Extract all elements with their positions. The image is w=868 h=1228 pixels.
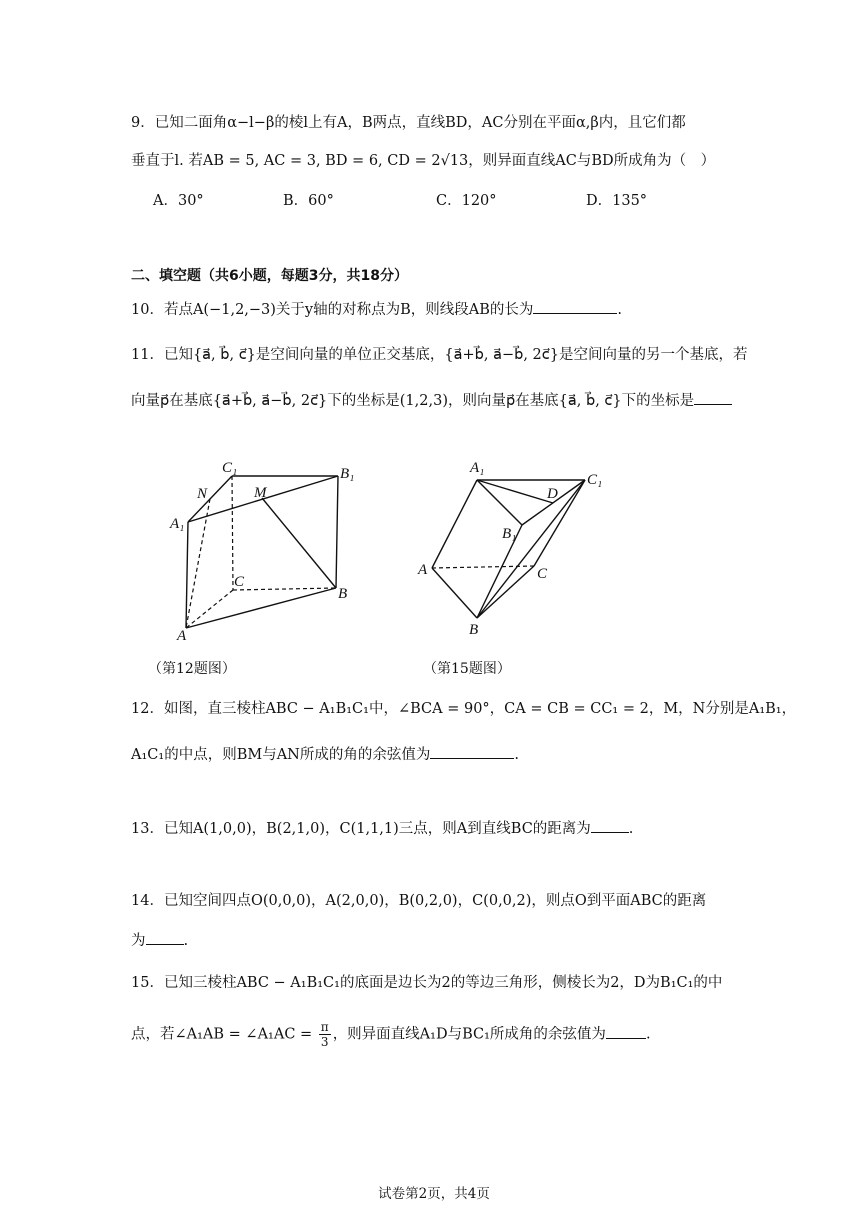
q12-line2 — [131, 744, 730, 766]
q14-answer-blank[interactable] — [146, 930, 184, 945]
edge-bc — [477, 566, 534, 618]
q15-answer-blank[interactable] — [606, 1024, 646, 1039]
edge-cc1-hidden — [232, 476, 233, 590]
q9-option-d: D．135° — [586, 193, 648, 209]
q13-line — [131, 818, 730, 840]
q12-line2-text: A₁C₁的中点，则BM与AN所成的角的余弦值为 — [131, 747, 431, 763]
edge-cb-hidden — [233, 588, 336, 590]
q15-line2 — [131, 1020, 730, 1049]
q10-answer-blank[interactable] — [533, 299, 617, 314]
q9-line2: 垂直于l. 若AB = 5, AC = 3, BD = 6, CD = 2√13，则异面直线AC与BD所成角为（ ） — [131, 153, 716, 169]
edge-cc1 — [534, 480, 585, 566]
edge-ab — [186, 588, 336, 628]
q14-end: . — [183, 933, 189, 949]
q12-answer-blank[interactable] — [430, 744, 514, 759]
q9-option-c: C．120° — [436, 193, 497, 209]
q11-line1: 11．已知{a⃗, b⃗, c⃗}是空间向量的单位正交基底，{a⃗+b⃗, a⃗−b⃗, 2c⃗}是空间向量的另一个基底，若 — [131, 347, 748, 363]
label-c: C — [234, 574, 245, 590]
label-n: N — [197, 486, 208, 502]
figure-15-caption: （第15题图） — [423, 661, 511, 677]
q13-end: . — [628, 821, 634, 837]
edge-ac-hidden — [432, 566, 534, 568]
edge-bb1 — [336, 476, 338, 588]
edge-ab — [432, 568, 477, 618]
label-a1: A₁ — [170, 516, 185, 532]
q10-end: . — [617, 302, 623, 318]
figure-12 — [160, 450, 390, 650]
q14-line2 — [131, 930, 730, 952]
q11-line2-text: 向量p⃗在基底{a⃗+b⃗, a⃗−b⃗, 2c⃗}下的坐标是(1,2,3)，则向量p⃗在基底{a⃗, b⃗, c⃗}下的坐标是 — [131, 393, 695, 409]
edge-aa1 — [432, 480, 477, 568]
label-b1: B₁ — [340, 466, 355, 482]
q15-line2-text: 点，若∠A₁AB = ∠A₁AC = — [131, 1026, 313, 1043]
q13-answer-blank[interactable] — [591, 818, 629, 833]
label-b: B — [338, 586, 348, 602]
q9-line1: 9．已知二面角α−l−β的棱l上有A，B两点，直线BD，AC分别在平面α,β内，且它们都 — [131, 115, 686, 131]
q14-line1: 14．已知空间四点O(0,0,0)，A(2,0,0)，B(0,2,0)，C(0,0,2)，则点O到平面ABC的距离 — [131, 893, 707, 909]
q12-line1: 12．如图，直三棱柱ABC − A₁B₁C₁中，∠BCA = 90°，CA = CB = CC₁ = 2，M，N分别是A₁B₁， — [131, 701, 797, 717]
edge-aa1 — [186, 522, 188, 628]
label-a1: A₁ — [470, 460, 485, 476]
section-title: 二、填空题（共6小题，每题3分，共18分） — [131, 268, 408, 284]
page-footer: 试卷第2页，共4页 — [378, 1186, 490, 1202]
label-a: A — [418, 562, 428, 578]
label-b1: B₁ — [502, 526, 517, 542]
q15-fraction — [319, 1020, 331, 1049]
q15-line1: 15．已知三棱柱ABC − A₁B₁C₁的底面是边长为2的等边三角形，侧棱长为2，D为B₁C₁的中 — [131, 975, 723, 991]
label-m: M — [254, 485, 267, 501]
figure-12-caption: （第12题图） — [148, 661, 236, 677]
q15-fraction-num: π — [320, 1020, 329, 1034]
q12-end: . — [514, 747, 519, 763]
q15-end: . — [645, 1026, 651, 1043]
label-b: B — [469, 622, 479, 638]
q11-answer-blank[interactable] — [694, 390, 732, 405]
figure-15 — [410, 450, 620, 650]
q14-line2-text: 为 — [131, 933, 146, 949]
q15-line2-rest: ，则异面直线A₁D与BC₁所成角的余弦值为 — [332, 1026, 606, 1043]
q13-text: 13．已知A(1,0,0)，B(2,1,0)，C(1,1,1)三点，则A到直线BC的距离为 — [131, 821, 591, 837]
segment-bc1 — [477, 480, 585, 618]
label-a: A — [177, 628, 187, 644]
q15-fraction-den: 3 — [320, 1035, 329, 1049]
q9-option-b: B．60° — [283, 193, 334, 209]
q10-text: 10．若点A(−1,2,−3)关于y轴的对称点为B，则线段AB的长为 — [131, 302, 534, 318]
q10-line — [131, 299, 730, 321]
q11-line2 — [131, 390, 730, 412]
label-c: C — [537, 566, 548, 582]
q9-option-a: A．30° — [153, 193, 204, 209]
label-d: D — [547, 486, 558, 502]
label-c1: C₁ — [222, 460, 238, 476]
label-c1: C₁ — [587, 472, 603, 488]
segment-bm — [262, 498, 336, 588]
